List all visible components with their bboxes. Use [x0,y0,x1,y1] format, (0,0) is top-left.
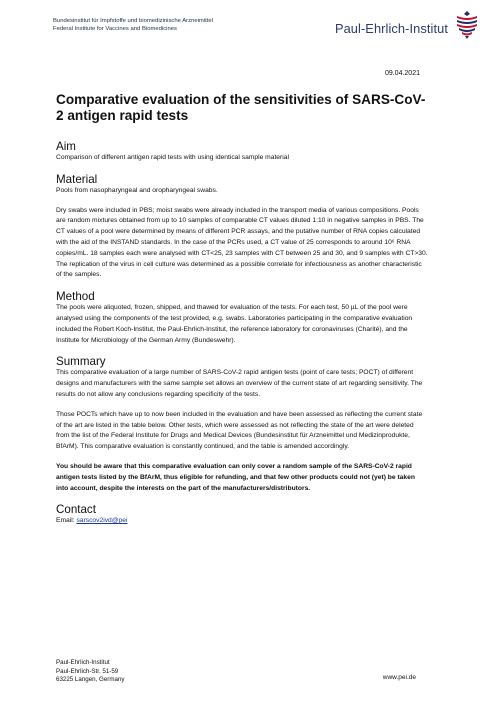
document-date: 09.04.2021 [384,70,420,77]
material-section [56,173,428,281]
footer-website: www.pei.de [382,674,416,681]
method-heading: Method [56,290,95,304]
summary-paragraph-1: This comparative evaluation of a large number of SARS-CoV-2 rapid antigen tests (point of care tests; POCT) of different designs and manufacturers with the same sample set allows an overview of the current state of art regarding sensitivity. The results do not allow any conclusions regarding specificity of the tests. [56,369,423,398]
aim-section [56,140,428,164]
material-heading: Material [56,172,98,186]
pei-logo [335,10,480,40]
footer-address-line-1: Paul-Ehrlich-Institut [56,659,110,666]
footer-address-line-2: Paul-Ehrlich-Str. 51-59 [56,667,119,675]
document-title: Comparative evaluation of the sensitivities of SARS-CoV-2 antigen rapid tests [56,92,426,123]
material-paragraph-2: Dry swabs were included in PBS; moist swabs were already included in the transport media of various compositions. Pools are random mixtures obtained from up to 10 samples of comparable CT values diluted 1:10 in negative samples in PBS. The CT values of a pool were determined by means of different PCR assays, and the putative number of RNA copies calculated with the aid of the INSTAND standards. In the case of the PCRs used, a CT value of 25 corresponds to around 10⁶ RNA copies/mL. 18 samples each were analysed with CT<25, 23 samples with CT between 25 and 30, and 9 samples with CT>30. The replication of the virus in cell culture was determined as a possible correlate for infectiousness as another characteristic of the samples. [56,206,428,279]
material-paragraph-1: Pools from nasopharyngeal and oropharyngeal swabs. [56,186,218,194]
institute-name-en: Federal Institute for Vaccines and Biomedicines [53,26,177,32]
contact-heading: Contact [56,503,96,517]
main-content [56,92,428,536]
footer-address [56,659,124,685]
contact-section [56,503,428,527]
institute-name-de: Bundesinstitut für Impfstoffe und biomedizinische Arzneimittel [53,18,214,24]
email-link[interactable]: sarscov2ivd@pei [76,517,128,525]
method-text: The pools were aliquoted, frozen, shipped, and thawed for evaluation of the tests. For each test, 50 µL of the pool were analysed using the components of the test provided, e.g. swabs. Laboratories participating in the comparative evaluation included the Robert Koch-Institut, the Paul-Ehrlich-Institut, the reference laboratory for coronaviruses (Charité), and the Institute for Microbiology of the German Army (Bundeswehr). [56,304,413,344]
summary-paragraph-3: You should be aware that this comparative evaluation can only cover a random sample of the SARS-CoV-2 rapid antigen tests listed by the BfArM, thus eligible for refunding, and that few other products could not (yet) be taken into account, despite the interests on the part of the manufacturers/distributors. [56,462,415,492]
logo-text: Paul-Ehrlich-Institut [334,20,448,36]
aim-heading: Aim [56,140,76,153]
footer-address-line-3: 63225 Langen, Germany [56,676,125,683]
institute-names [53,17,213,33]
summary-paragraph-2: Those POCTs which have up to now been included in the evaluation and have been assessed as reflecting the current state of the art are listed in the table below. Other tests, which were assessed as not reflecting the state of the art were deleted from the list of the Federal Institute for Drugs and Medical Devices (Bundesinstitut für Arzneimittel und Medizinprodukte, BfArM). This comparative evaluation is constantly continued, and the table is amended accordingly. [56,410,423,451]
summary-section [56,355,428,494]
method-section [56,290,428,346]
contact-line [56,516,428,527]
summary-heading: Summary [56,355,106,369]
email-label: Email: [56,517,77,525]
eagle-emblem-icon [454,10,480,40]
aim-text: Comparison of different antigen rapid tests with using identical sample material [56,154,289,161]
